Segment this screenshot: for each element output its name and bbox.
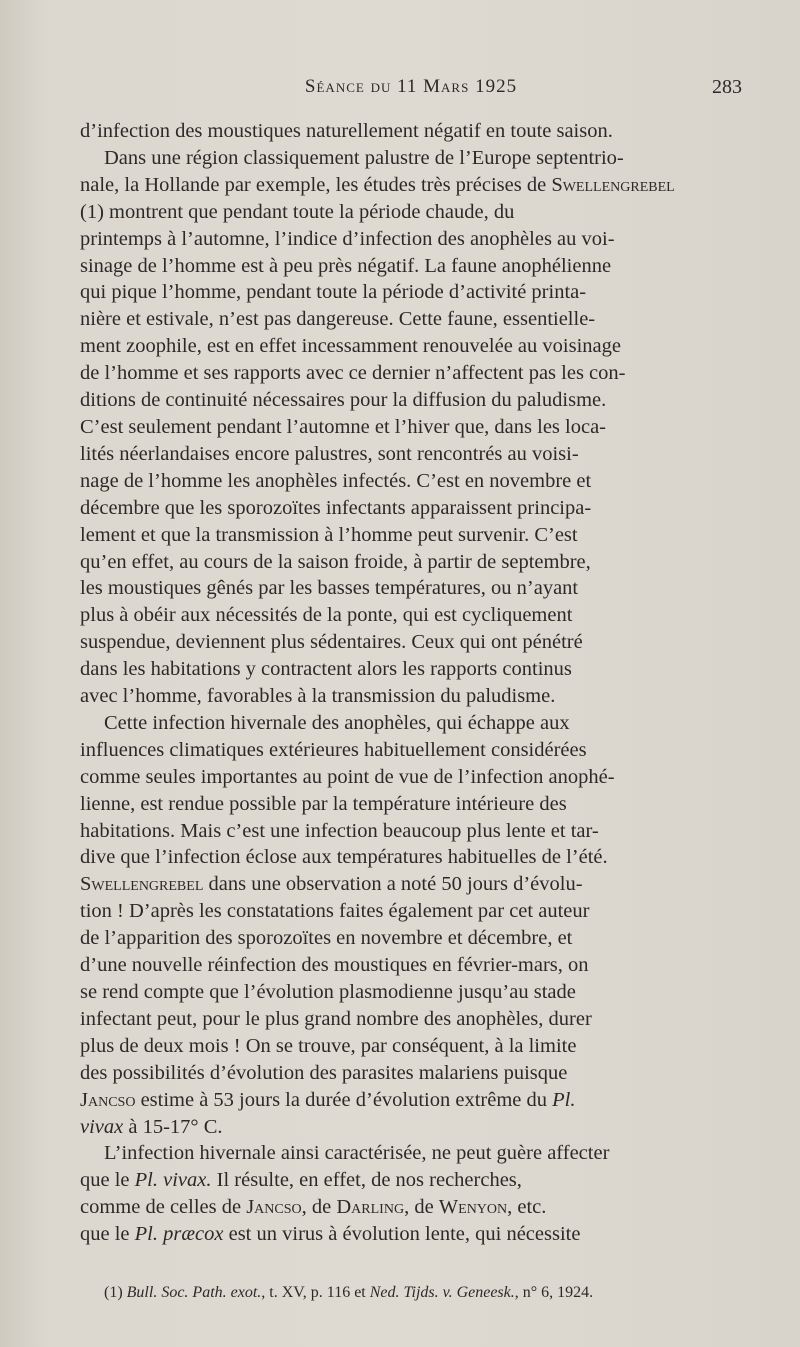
- text-line: [80, 871, 742, 898]
- text-line: dans les habitations y contractent alors les rapports continus: [80, 658, 572, 681]
- text-span: que le: [80, 1169, 130, 1192]
- text-span: est un virus à évolution lente, qui nécessite: [228, 1223, 581, 1246]
- text-line: nière et estivale, n’est pas dangereuse. Cette faune, essentielle-: [80, 308, 596, 331]
- text-line: plus à obéir aux nécessités de la ponte, qui est cycliquement: [80, 604, 573, 627]
- author-name: Swellengrebel: [80, 873, 204, 896]
- text-line: d’une nouvelle réinfection des moustiques en février-mars, on: [80, 954, 589, 977]
- text-line: suspendue, deviennent plus sédentaires. Ceux qui ont pénétré: [80, 631, 583, 654]
- author-name: Wenyon: [438, 1196, 508, 1219]
- text-span: comme de celles de: [80, 1196, 242, 1219]
- text-line: les moustiques gênés par les basses températures, ou n’ayant: [80, 577, 579, 600]
- text-span: que le: [80, 1223, 130, 1246]
- text-line: dive que l’infection éclose aux températures habituelles de l’été.: [80, 846, 608, 869]
- text-line: d’infection des moustiques naturellement négatif en toute saison.: [80, 120, 613, 142]
- text-line: lement et que la transmission à l’homme peut survenir. C’est: [80, 523, 578, 546]
- species-name: Pl. vivax.: [134, 1169, 212, 1192]
- journal-title: Ned. Tijds. v. Geneesk.: [369, 1284, 515, 1301]
- text-line: de l’apparition des sporozoïtes en novembre et décembre, et: [80, 927, 573, 950]
- footnote-text: , n° 6, 1924.: [514, 1284, 594, 1301]
- text-line: des possibilités d’évolution des parasites malariens puisque: [80, 1061, 568, 1084]
- text-line: comme seules importantes au point de vue de l’infection anophé-: [80, 765, 615, 788]
- text-line: [80, 1194, 742, 1221]
- text-line: influences climatiques extérieures habituellement considérées: [80, 738, 587, 761]
- text-line: Dans une région classiquement palustre de l’Europe septentrio-: [104, 146, 624, 169]
- text-line: qui pique l’homme, pendant toute la période d’activité printa-: [80, 281, 587, 304]
- text-line: de l’homme et ses rapports avec ce dernier n’affectent pas les con-: [80, 362, 626, 385]
- text-line: lienne, est rendue possible par la température intérieure des: [80, 792, 567, 815]
- text-line: infectant peut, pour le plus grand nombre des anophèles, durer: [80, 1007, 592, 1030]
- journal-title: Bull. Soc. Path. exot.: [126, 1284, 262, 1301]
- text-line: Cette infection hivernale des anophèles, qui échappe aux: [104, 711, 570, 734]
- text-line: décembre que les sporozoïtes infectants apparaissent principa-: [80, 496, 592, 519]
- text-span: dans une observation a noté 50 jours d’évolu-: [208, 873, 583, 896]
- text-line: printemps à l’automne, l’indice d’infection des anophèles au voi-: [80, 227, 615, 250]
- text-line: C’est seulement pendant l’automne et l’hiver que, dans les loca-: [80, 415, 606, 438]
- page-number: 283: [712, 76, 742, 98]
- text-line: ditions de continuité nécessaires pour la diffusion du paludisme.: [80, 389, 607, 412]
- text-line: avec l’homme, favorables à la transmission du paludisme.: [80, 685, 556, 708]
- footnote-marker: (1): [104, 1284, 123, 1301]
- body-text: [80, 118, 742, 1248]
- author-name: Jancso: [80, 1088, 136, 1111]
- text-span: Il résulte, en effet, de nos recherches,: [216, 1169, 522, 1192]
- author-name: Swellengrebel: [551, 173, 675, 196]
- text-line: (1) montrent que pendant toute la période chaude, du: [80, 200, 515, 223]
- text-span: estime à 53 jours la durée d’évolution extrême du: [140, 1088, 548, 1111]
- page-header: [80, 76, 742, 106]
- text-line: qu’en effet, au cours de la saison froide, à partir de septembre,: [80, 550, 591, 573]
- text-span: , de: [404, 1196, 434, 1219]
- footnote-text: , t. XV, p. 116 et: [261, 1284, 366, 1301]
- text-line: se rend compte que l’évolution plasmodienne jusqu’au stade: [80, 981, 576, 1003]
- text-span: , etc.: [507, 1196, 547, 1219]
- species-name: Pl. præcox: [134, 1223, 224, 1246]
- text-span: , de: [301, 1196, 332, 1219]
- text-line: sinage de l’homme est à peu près négatif. La faune anophélienne: [80, 254, 612, 277]
- species-name: Pl.: [552, 1088, 576, 1111]
- text-span: à 15-17° C.: [128, 1115, 223, 1138]
- text-line: habitations. Mais c’est une infection beaucoup plus lente et tar-: [80, 819, 599, 842]
- text-line: tion ! D’après les constatations faites également par cet auteur: [80, 900, 590, 923]
- running-head: Séance du 11 Mars 1925: [304, 76, 518, 97]
- text-span: nale, la Hollande par exemple, les études très précises de: [80, 173, 547, 196]
- author-name: Jancso: [246, 1196, 302, 1219]
- text-line: nage de l’homme les anophèles infectés. C’est en novembre et: [80, 469, 592, 492]
- footnote: [104, 1284, 744, 1302]
- author-name: Darling: [336, 1196, 405, 1219]
- text-line: plus de deux mois ! On se trouve, par conséquent, à la limite: [80, 1034, 577, 1057]
- text-line: [80, 1114, 742, 1141]
- text-line: lités néerlandaises encore palustres, sont rencontrés au voisi-: [80, 442, 579, 465]
- text-line: ment zoophile, est en effet incessamment renouvelée au voisinage: [80, 335, 621, 358]
- text-line: [80, 1087, 742, 1114]
- text-line: L’infection hivernale ainsi caractérisée, ne peut guère affecter: [104, 1142, 610, 1165]
- text-line: [80, 1167, 742, 1194]
- text-line: [80, 1221, 742, 1248]
- species-name: vivax: [80, 1115, 124, 1138]
- text-line: [80, 172, 742, 199]
